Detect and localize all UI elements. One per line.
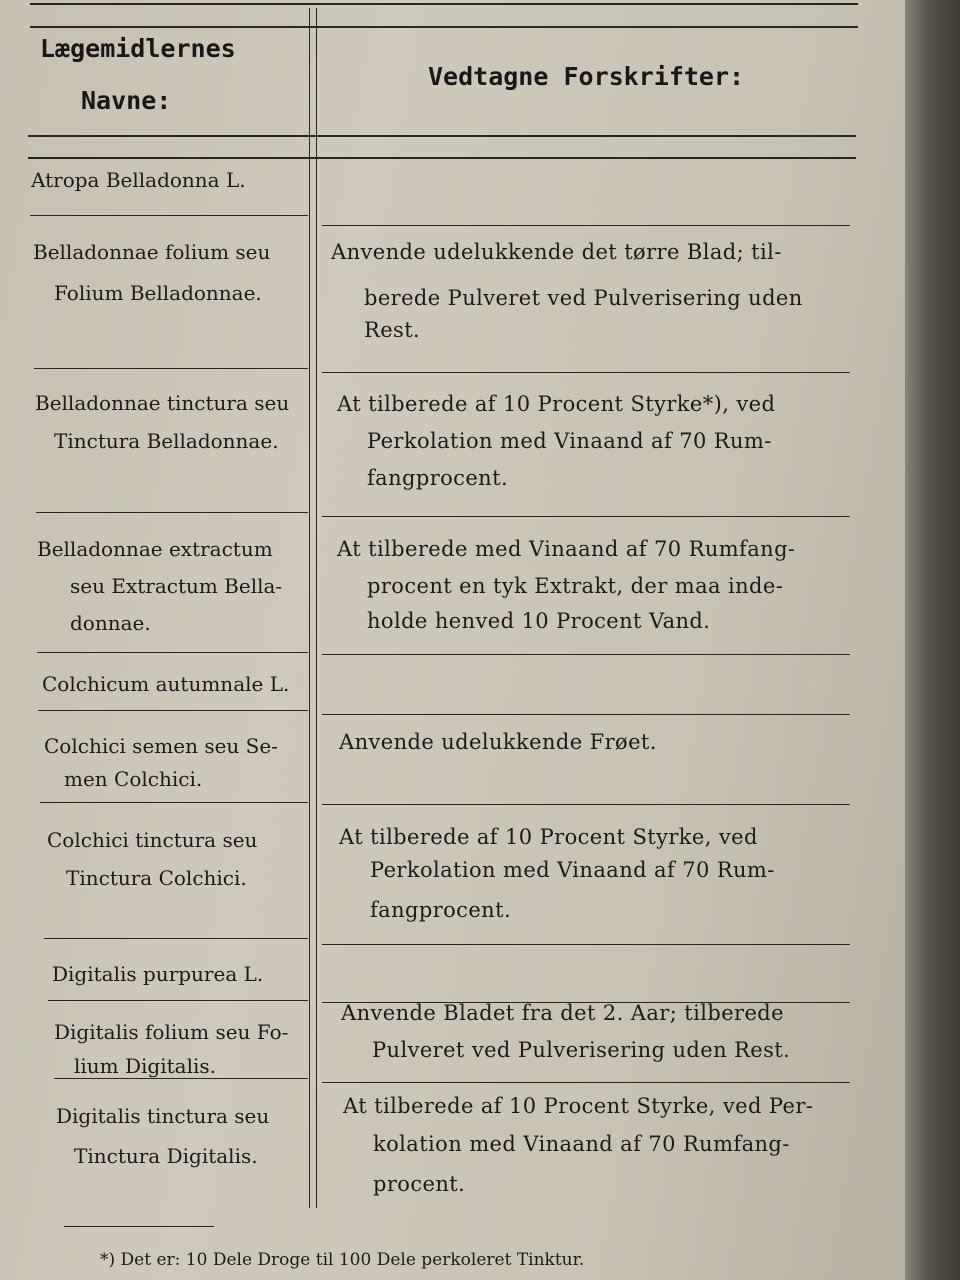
row-1-name-0: Belladonnae folium seu <box>33 240 271 264</box>
row-7-name-0: Digitalis purpurea L. <box>52 962 264 986</box>
row-6-rule-0: At tilberede af 10 Procent Styrke, ved <box>339 825 758 849</box>
row-0-rule-left <box>30 215 308 216</box>
row-8-name-1: lium Digitalis. <box>74 1054 217 1078</box>
row-4-rule-left <box>38 710 308 711</box>
row-5-rule-left <box>40 802 308 803</box>
row-3-rule-0: At tilberede med Vinaand af 70 Rumfang- <box>337 537 796 561</box>
row-2-rule-left <box>36 512 308 513</box>
row-3-rule-1: procent en tyk Extrakt, der maa inde- <box>367 574 784 598</box>
row-8-rule-left <box>54 1078 308 1079</box>
row-2-name-0: Belladonnae tinctura seu <box>35 391 290 415</box>
header-names-line1: Lægemidlernes <box>40 34 236 63</box>
footnote-rule <box>64 1226 214 1227</box>
page-edge <box>905 0 960 1280</box>
row-0-rule-right <box>322 225 850 226</box>
row-1-rule-right <box>322 372 850 373</box>
row-1-rule-2: Rest. <box>364 318 421 342</box>
row-5-rule-right <box>322 804 850 805</box>
row-2-rule-right <box>322 516 850 517</box>
row-2-name-1: Tinctura Belladonnae. <box>54 429 279 453</box>
row-2-rule-1: Perkolation med Vinaand af 70 Rum- <box>367 429 772 453</box>
row-7-rule-left <box>48 1000 308 1001</box>
row-6-name-0: Colchici tinctura seu <box>47 828 258 852</box>
row-8-rule-right <box>322 1082 850 1083</box>
row-9-name-1: Tinctura Digitalis. <box>74 1144 258 1168</box>
header-rule <box>28 135 856 137</box>
row-9-rule-1: kolation med Vinaand af 70 Rumfang- <box>373 1132 790 1156</box>
row-1-name-1: Folium Belladonnae. <box>54 281 262 305</box>
row-6-rule-right <box>322 944 850 945</box>
row-9-rule-2: procent. <box>373 1172 466 1196</box>
row-1-rule-left <box>34 368 308 369</box>
row-1-rule-0: Anvende udelukkende det tørre Blad; til- <box>331 240 782 264</box>
row-6-rule-2: fangprocent. <box>370 898 512 922</box>
row-5-name-0: Colchici semen seu Se- <box>44 734 278 758</box>
row-3-rule-2: holde henved 10 Procent Vand. <box>367 609 711 633</box>
column-divider <box>309 8 310 1208</box>
row-0-name-0: Atropa Belladonna L. <box>31 168 246 192</box>
row-6-rule-left <box>44 938 308 939</box>
row-6-rule-1: Perkolation med Vinaand af 70 Rum- <box>370 858 775 882</box>
top-rule <box>30 3 858 5</box>
header-rules: Vedtagne Forskrifter: <box>428 62 745 91</box>
header-rule-2 <box>28 157 856 159</box>
row-3-rule-right <box>322 654 850 655</box>
row-3-name-0: Belladonnae extractum <box>37 537 273 561</box>
row-2-rule-0: At tilberede af 10 Procent Styrke*), ved <box>337 392 776 416</box>
row-5-name-1: men Colchici. <box>64 767 203 791</box>
row-6-name-1: Tinctura Colchici. <box>66 866 247 890</box>
row-8-rule-0: Anvende Bladet fra det 2. Aar; tilberede <box>341 1001 784 1025</box>
row-4-name-0: Colchicum autumnale L. <box>42 672 290 696</box>
top-rule-2 <box>30 26 858 28</box>
row-9-rule-0: At tilberede af 10 Procent Styrke, ved Per- <box>343 1094 814 1118</box>
column-divider-2 <box>316 8 317 1208</box>
row-3-name-1: seu Extractum Bella- <box>70 574 283 598</box>
header-names-line2: Navne: <box>81 86 172 115</box>
row-8-name-0: Digitalis folium seu Fo- <box>54 1020 289 1044</box>
footnote: *) Det er: 10 Dele Droge til 100 Dele perkoleret Tinktur. <box>100 1250 585 1270</box>
row-5-rule-0: Anvende udelukkende Frøet. <box>339 730 657 754</box>
row-4-rule-right <box>322 714 850 715</box>
row-3-rule-left <box>37 652 308 653</box>
row-1-rule-1: berede Pulveret ved Pulverisering uden <box>364 286 803 310</box>
row-2-rule-2: fangprocent. <box>367 466 509 490</box>
row-3-name-2: donnae. <box>70 611 151 635</box>
row-8-rule-1: Pulveret ved Pulverisering uden Rest. <box>372 1038 791 1062</box>
row-9-name-0: Digitalis tinctura seu <box>56 1104 270 1128</box>
